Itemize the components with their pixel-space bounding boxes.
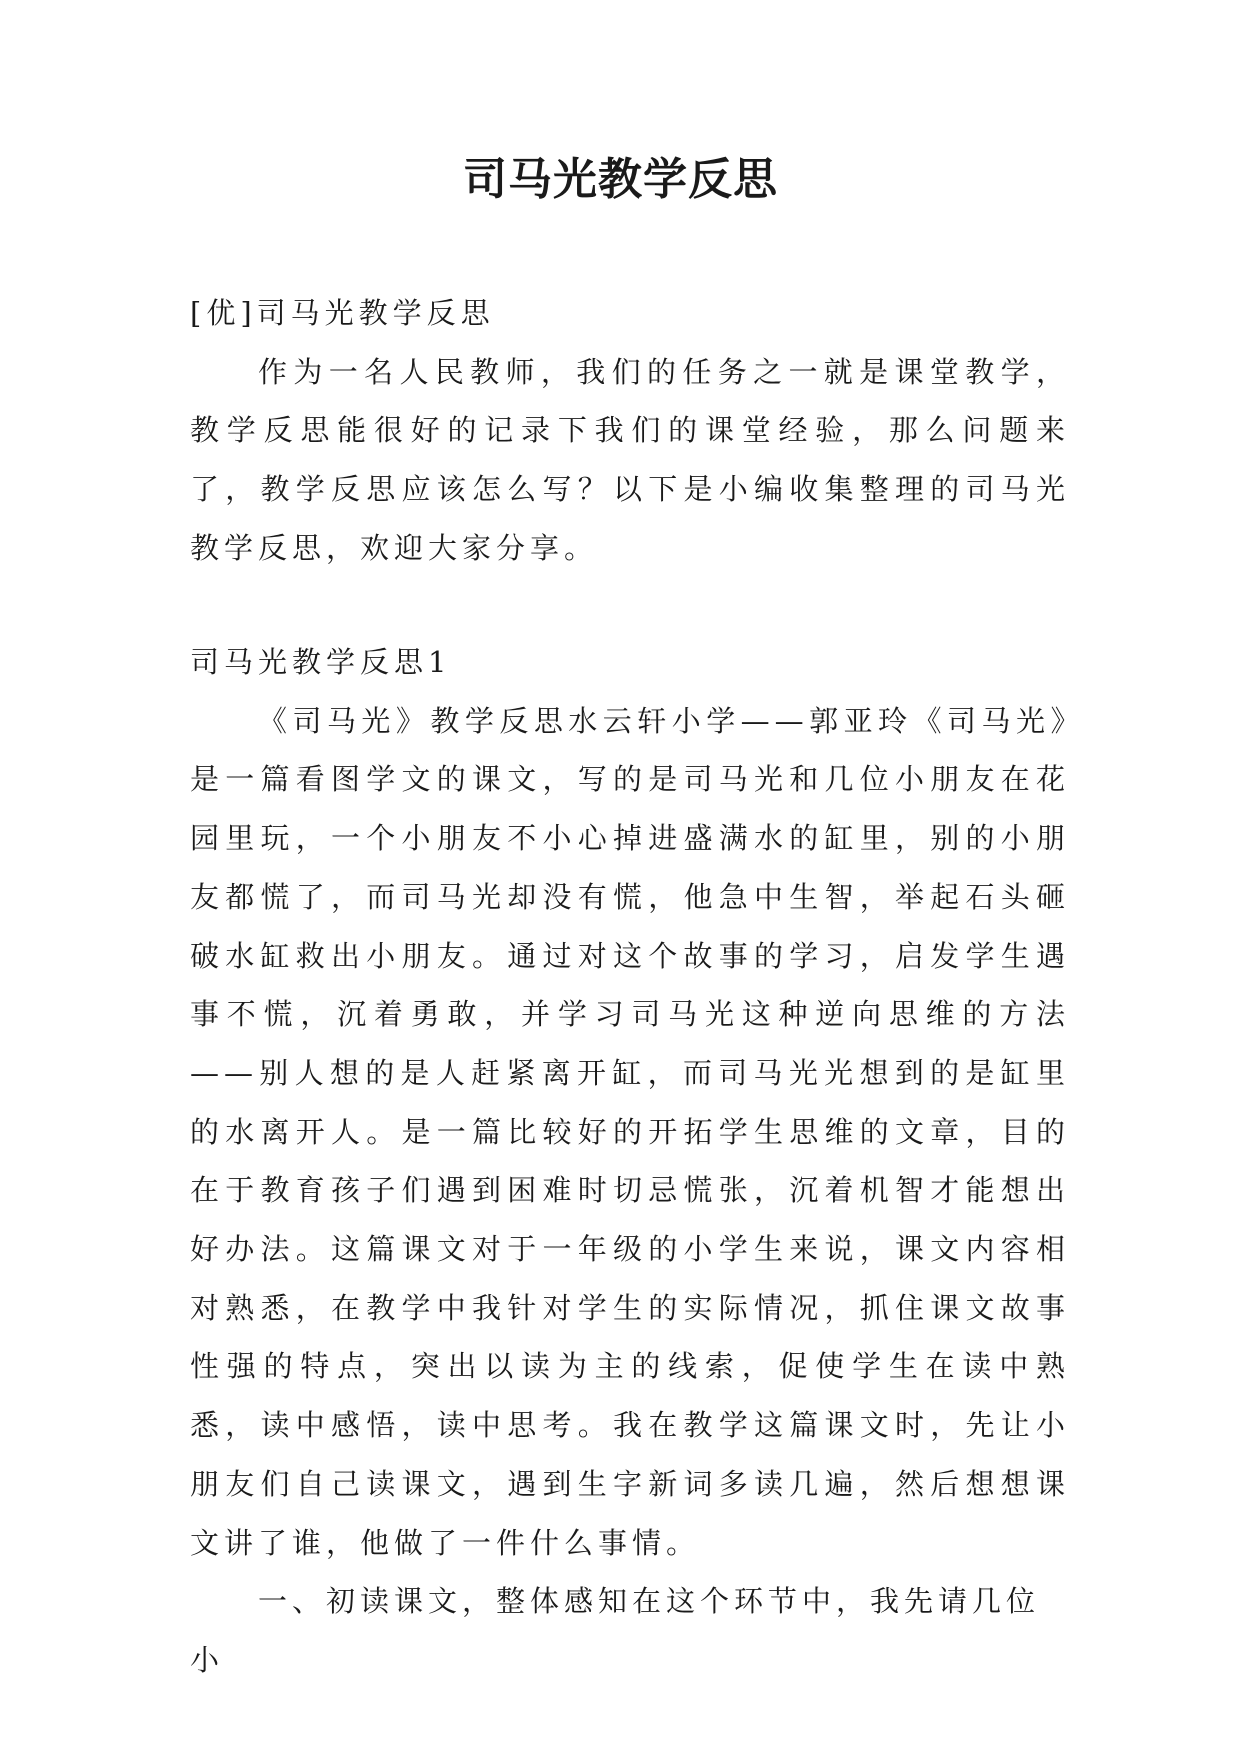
section-1	[190, 633, 1070, 1690]
section-1-heading: 司马光教学反思1	[190, 645, 452, 679]
section-1-paragraph: 《司马光》教学反思水云轩小学——郭亚玲《司马光》是一篇看图学文的课文，写的是司马光和几位小朋友在花园里玩，一个小朋友不小心掉进盛满水的缸里，别的小朋友都慌了，而司马光却没有慌，他急中生智，举起石头砸破水缸救出小朋友。通过对这个故事的学习，启发学生遇事不慌，沉着勇敢，并学习司马光这种逆向思维的方法——别人想的是人赶紧离开缸，而司马光光想到的是缸里的水离开人。是一篇比较好的开拓学生思维的文章，目的在于教育孩子们遇到困难时切忌慌张，沉着机智才能想出好办法。这篇课文对于一年级的小学生来说，课文内容相对熟悉，在教学中我针对学生的实际情况，抓住课文故事性强的特点，突出以读为主的线索，促使学生在读中熟悉，读中感悟，读中思考。我在教学这篇课文时，先让小朋友们自己读课文，遇到生字新词多读几遍，然后想想课文讲了谁，他做了一件什么事情。	[190, 703, 1070, 1560]
intro-section	[190, 284, 1070, 578]
section-1-paragraph-2: 一、初读课文，整体感知在这个环节中，我先请几位小	[190, 1584, 1041, 1677]
intro-heading: [优]司马光教学反思	[190, 296, 495, 330]
intro-paragraph: 作为一名人民教师，我们的任务之一就是课堂教学，教学反思能很好的记录下我们的课堂经验，那么问题来了，教学反思应该怎么写？以下是小编收集整理的司马光教学反思，欢迎大家分享。	[190, 354, 1070, 565]
document-title: 司马光教学反思	[463, 154, 778, 205]
